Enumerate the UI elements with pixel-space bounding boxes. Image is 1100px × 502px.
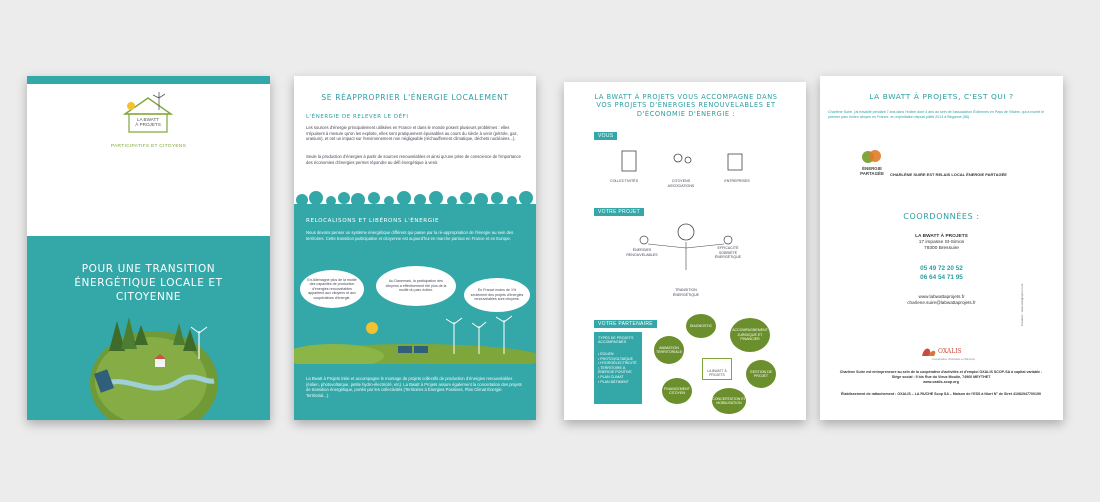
partner-logo-text: [854, 166, 890, 176]
bwatt-logo-icon: [119, 92, 177, 134]
page2-para-1: Les sources d'énergie principalement utilisées en France et dans le monde posent plusieurs problèmes : elles s'épuisent à mesure qu'on les exploite, elles sont pratiquement épuisables au cours du siècle à venir (pétrole, gaz, uranium), et ont un impact sur l'environnement non négligeable (réchauffement climatique, déchets nucléaires...).: [306, 125, 518, 142]
center-logo: LA BWATT À PROJETS: [702, 358, 732, 380]
types-list: [598, 352, 640, 384]
energie-partagee-logo-icon: [860, 148, 884, 166]
page2-subtitle: L'ÉNERGIE DE RELEVER LE DÉFI: [306, 114, 409, 120]
partner-logo-line-2: PARTAGÉE: [860, 171, 884, 176]
band-title: RELOCALISONS ET LIBÉRONS L'ÉNERGIE: [306, 218, 440, 224]
page2-para-2: Seule la production d'énergies à partir de sources renouvelables et ainsi qu'une prise de conscience de l'importance des économies d'énergies permet répondre au défi énergétique à venir.: [306, 154, 521, 165]
bubble-financement: FINANCEMENT CITOYEN: [662, 378, 692, 404]
bubble-diagnostic: DIAGNOSTIC: [686, 314, 716, 338]
building-icon: [622, 151, 636, 171]
types-panel: [594, 332, 642, 404]
windmill-icon: [640, 236, 648, 244]
people-icon: [674, 154, 682, 162]
chip-vous: VOUS: [594, 132, 617, 140]
lightbulb-icon: [678, 224, 694, 240]
renewable-landscape-illustration: [294, 312, 536, 364]
phone-2[interactable]: 06 64 54 71 95: [920, 274, 963, 281]
cloud-denmark: Au Danemark, la participation des citoyens a effectivement été plus de la moitié du parc éolien.: [376, 266, 456, 306]
logo-line-1: LA BWATT: [136, 117, 160, 122]
band-para: Nous devons penser un système énergétique différent qui passe par la ré-appropriation de l'énergie au sein des territoires. Cette transition participative et citoyenne est aujourd'hui en marche partout en France et en Europe.: [306, 230, 514, 241]
projet-item-2: EFFICACITÉ SOBRIÉTÉ ÉNERGÉTIQUE: [714, 246, 742, 260]
page2-teal-band: [294, 208, 536, 420]
projet-item-1: ÉNERGIES RENOUVELABLES: [626, 248, 658, 257]
vous-item-2: CITOYENS ASSOCIATIONS: [667, 179, 695, 188]
types-item-1: • ÉOLIEN: [598, 352, 614, 356]
org-name: LA BWATT À PROJETS: [915, 234, 968, 239]
footer-3: Établissement de rattachement : OXALIS – LA RUCHE Scop SA – Maison de l'ESS à Niort N° de Siret 41082947700190: [841, 392, 1041, 396]
chip-projet: VOTRE PROJET: [594, 208, 644, 216]
projet-item-3: TRANSITION ÉNERGÉTIQUE: [672, 288, 700, 297]
cover-tagline: PARTICIPATIFS ET CITOYENS: [110, 144, 187, 149]
page3-title: LA BWATT À PROJETS VOUS ACCOMPAGNE DANS VOS PROJETS D'ÉNERGIES RENOUVELABLES ET D'ÉCONOMIE D'ÉNERGIE :: [594, 93, 778, 118]
page4-title: LA BWATT À PROJETS, C'EST QUI ?: [869, 92, 1014, 101]
website-link[interactable]: www.labwattaprojets.fr: [918, 294, 965, 299]
bubble-gestion: GESTION DE PROJET: [746, 360, 776, 388]
brochure-page-cover: [27, 76, 270, 420]
coord-title: COORDONNÉES :: [903, 212, 980, 221]
page4-intro: Charlène Suire, j'ai travaillé pendant 7 ans dans l'éolien dont 4 ans au sein de l'association Éoliennes en Pays de Vilaine, qui a monté le premier parc éolien citoyen en France, en exploitation depuis juillet 2014 à Béganne (56).: [828, 110, 1045, 119]
partner-caption: CHARLÈNE SUIRE EST RELAIS LOCAL ÉNERGIE PARTAGÉE: [890, 172, 1007, 177]
footer-2[interactable]: www.oxalis-scop.org: [923, 380, 959, 384]
efficiency-icon: [724, 236, 732, 244]
logo-line-2: À PROJETS: [135, 122, 161, 127]
vous-item-3: ENTREPRISES: [724, 179, 750, 183]
brochure-page-services: [564, 82, 806, 420]
web-block: [840, 294, 1043, 306]
address-block: [840, 234, 1043, 252]
chip-partenaire: VOTRE PARTENAIRE: [594, 320, 657, 328]
footer-1: Charlène Suire est entrepreneure au sein de la coopérative d'activités et d'emploi OXALIS SCOP-SA à capital variable - Siège social : 9 bis Rue du Vieux Moulin, 74960 MEYTHET: [839, 370, 1043, 379]
phone-1[interactable]: 05 49 72 20 52: [920, 265, 963, 272]
types-item-2: • PHOTOVOLTAÏQUE: [598, 356, 634, 361]
cover-title: POUR UNE TRANSITION ÉNERGÉTIQUE LOCALE ET CITOYENNE: [74, 263, 223, 303]
page2-bottom-para: La Bwatt à Projets initie et accompagne le montage de projets collectifs de production d'énergies renouvelables (éolien, photovoltaïque, petite hydro-électricité, etc). La Bwatt à Projets assure également la concertation des projets de transition énergétique, portés par les collectivités (Territoires à Énergies Positives, Plan Climat Énergie Territorial...).: [306, 376, 522, 398]
bubble-animation: ANIMATION TERRITORIALE: [654, 336, 684, 364]
types-title: TYPES DE PROJETS ACCOMPAGNÉS: [598, 336, 634, 345]
bubble-concertation: CONCERTATION ET MOBILISATION: [712, 388, 746, 414]
page2-title: SE RÉAPPROPRIER L'ÉNERGIE LOCALEMENT: [321, 93, 509, 102]
oxalis-name: OXALIS: [938, 348, 962, 355]
partner-logo-line-1: ÉNERGIE: [862, 166, 882, 171]
address-line-2: 79300 Bressuire: [924, 246, 959, 251]
side-credit: Création : www.sebgtopeur.com: [1020, 283, 1024, 326]
brochure-page-energy: [294, 76, 536, 420]
email-link[interactable]: charlene.suire@labwattaprojets.fr: [907, 300, 976, 305]
types-item-6: • PLAN BÂTIMENT: [598, 379, 629, 384]
logo-text: [123, 117, 173, 127]
cover-top-bar: [27, 76, 270, 84]
tree-line-illustration: [294, 186, 536, 210]
office-icon: [728, 154, 742, 170]
types-item-5: • PLAN CLIMAT: [598, 374, 624, 379]
bubble-juridique: ACCOMPAGNEMENT JURIDIQUE ET FINANCIER: [730, 318, 770, 352]
brochure-page-contact: [820, 76, 1063, 420]
vous-icons: [614, 148, 754, 174]
phone-block: [840, 264, 1043, 282]
oxalis-sub: Coopérative d'Activités et d'Emploi: [932, 357, 975, 361]
types-item-4: • TERRITOIRE À ÉNERGIE POSITIVE: [598, 365, 632, 375]
types-item-3: • HYDROÉLECTRICITÉ: [598, 361, 637, 366]
address-line-1: 17 impasse St-Simon: [918, 240, 965, 245]
cloud-france: En France moins de 1% seulement des projets d'énergies renouvelables sont citoyens.: [464, 278, 530, 312]
cloud-germany: En Allemagne plus de la moitié des capacités de production d'énergies renouvelables appartient aux citoyens et aux coopératives d'énergie.: [300, 270, 364, 308]
green-planet-illustration: [79, 311, 229, 420]
vous-item-1: COLLECTIVITÉS: [610, 179, 638, 183]
